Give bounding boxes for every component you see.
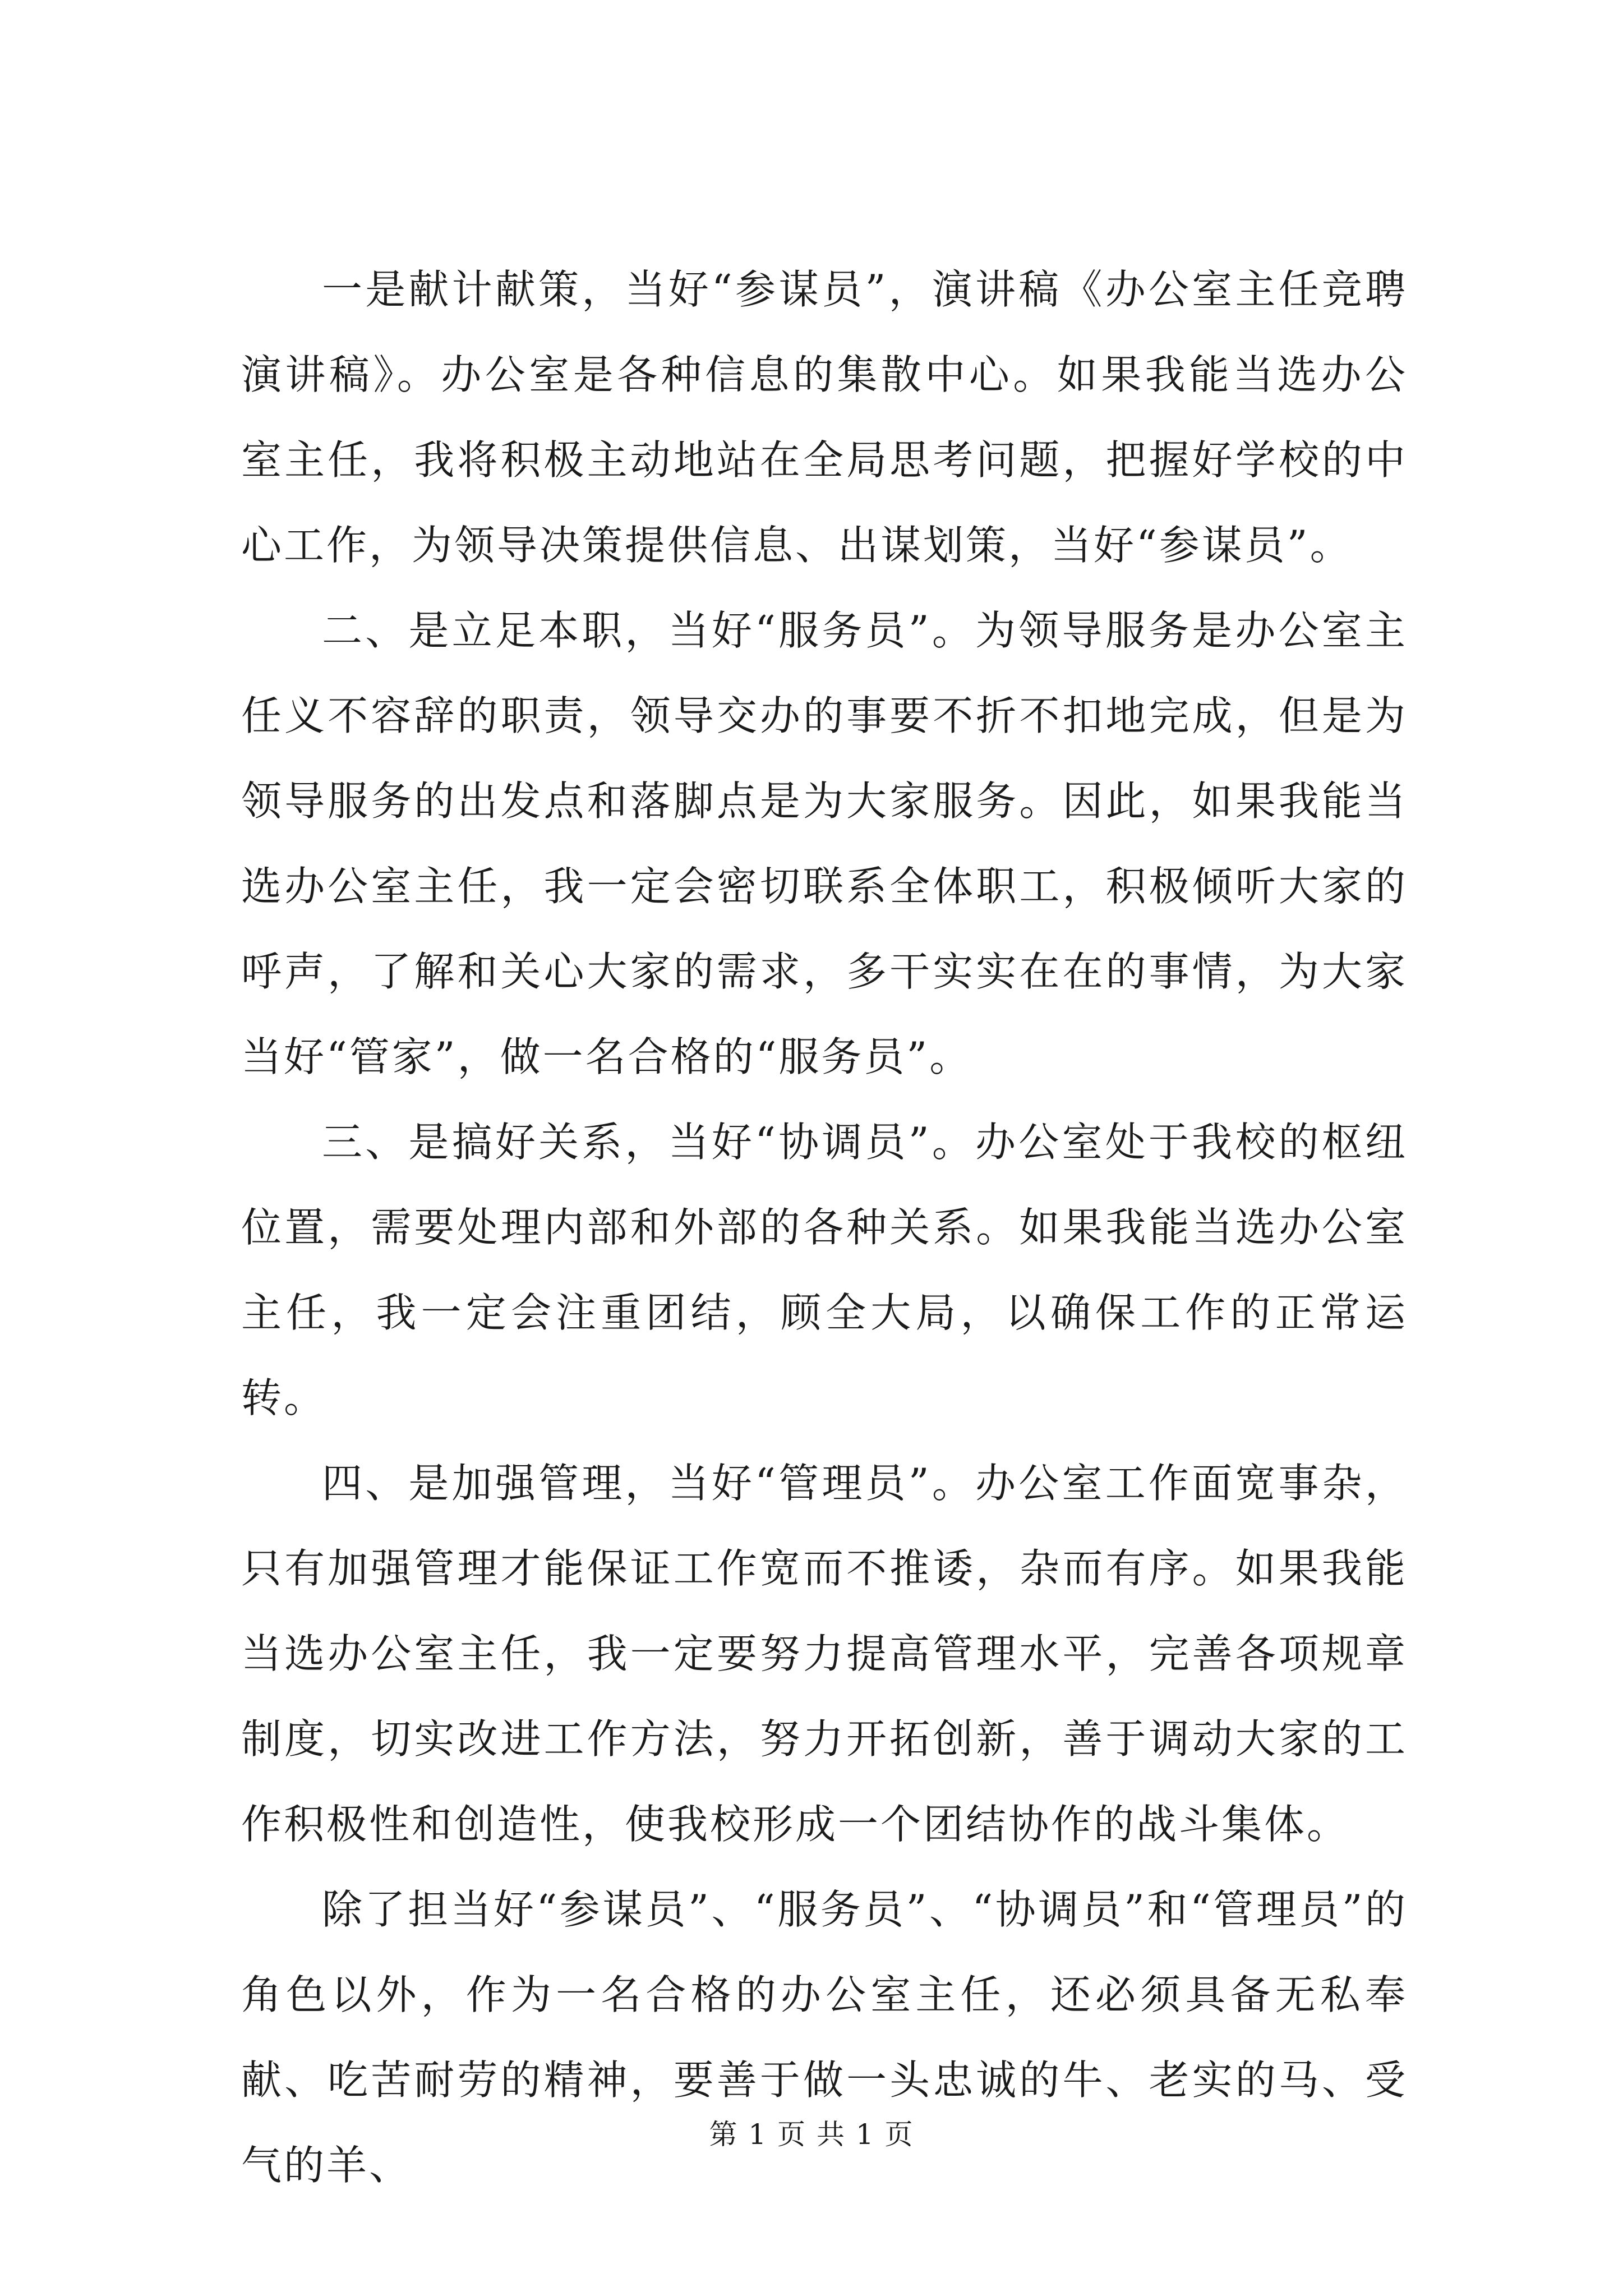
paragraph-1: 一是献计献策，当好“参谋员”，演讲稿《办公室主任竞聘演讲稿》。办公室是各种信息的集散中心。如果我能当选办公室主任，我将积极主动地站在全局思考问题，把握好学校的中心工作，为领导决策提供信息、出谋划策，当好“参谋员”。 <box>241 266 1408 569</box>
paragraph-4: 四、是加强管理，当好“管理员”。办公室工作面宽事杂，只有加强管理才能保证工作宽而不推诿，杂而有序。如果我能当选办公室主任，我一定要努力提高管理水平，完善各项规章制度，切实改进工作方法，努力开拓创新，善于调动大家的工作积极性和创造性，使我校形成一个团结协作的战斗集体。 <box>241 1460 1408 1848</box>
paragraph-2: 二、是立足本职，当好“服务员”。为领导服务是办公室主任义不容辞的职责，领导交办的事要不折不扣地完成，但是为领导服务的出发点和落脚点是为大家服务。因此，如果我能当选办公室主任，我一定会密切联系全体职工，积极倾听大家的呼声，了解和关心大家的需求，多干实实在在的事情，为大家当好“管家”，做一名合格的“服务员”。 <box>241 607 1408 1080</box>
paragraph-5: 除了担当好“参谋员”、“服务员”、“协调员”和“管理员”的角色以外，作为一名合格的办公室主任，还必须具备无私奉献、吃苦耐劳的精神，要善于做一头忠诚的牛、老实的马、受气的羊、 <box>241 1886 1408 2189</box>
paragraph-3: 三、是搞好关系，当好“协调员”。办公室处于我校的枢纽位置，需要处理内部和外部的各种关系。如果我能当选办公室主任，我一定会注重团结，顾全大局，以确保工作的正常运转。 <box>241 1119 1408 1421</box>
page-footer: 第 1 页 共 1 页 <box>709 2118 914 2151</box>
document-body <box>241 247 1408 2208</box>
